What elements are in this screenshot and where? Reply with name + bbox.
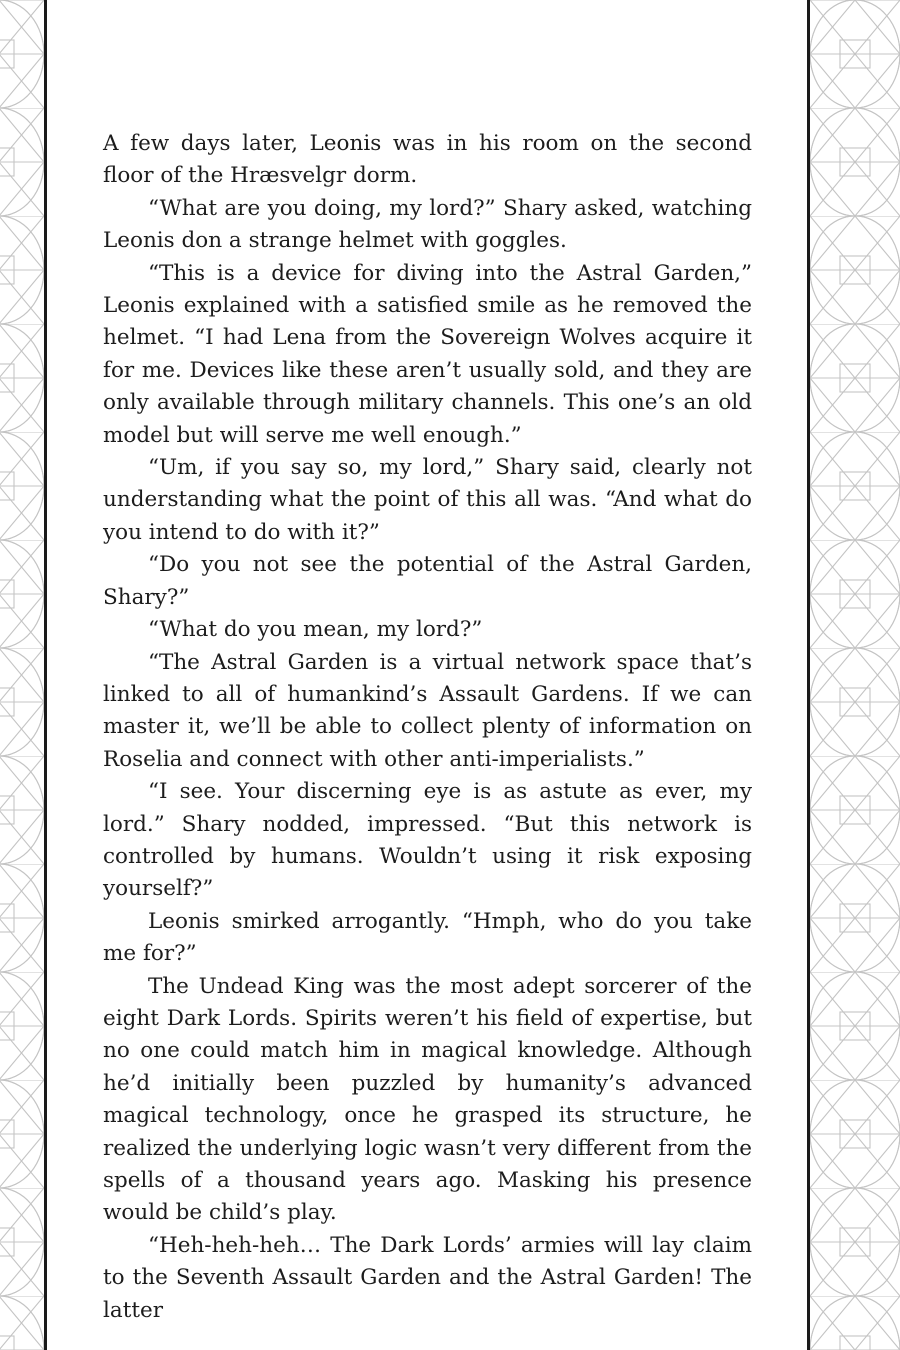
right-geometric-pattern: [810, 0, 900, 1350]
body-text: [103, 128, 752, 1327]
paragraph: The Undead King was the most adept sorcerer of the eight Dark Lords. Spirits weren’t his field of expertise, but no one could match him in magical knowledge. Although he’d initially been puzzled by humanity’s advanced magical technology, once he grasped its structure, he realized the underlying logic wasn’t very different from the spells of a thousand years ago. Masking his presence would be child’s play.: [103, 973, 752, 1226]
left-geometric-pattern: [0, 0, 44, 1350]
left-decorative-border: [0, 0, 44, 1350]
paragraph: “Heh-heh-heh… The Dark Lords’ armies will lay claim to the Seventh Assault Garden and the Astral Garden! The latter: [103, 1232, 752, 1323]
paragraph: “Do you not see the potential of the Astral Garden, Shary?”: [103, 552, 752, 610]
paragraph: “What are you doing, my lord?” Shary asked, watching Leonis don a strange helmet with goggles.: [103, 195, 752, 254]
paragraph: “Um, if you say so, my lord,” Shary said, clearly not understanding what the point of this all was. “And what do you intend to do with it?”: [103, 455, 752, 545]
paragraph: A few days later, Leonis was in his room on the second floor of the Hræsvelgr dorm.: [103, 131, 752, 189]
paragraph: “This is a device for diving into the Astral Garden,” Leonis explained with a satisfied smile as he removed the helmet. “I had Lena from the Sovereign Wolves acquire it for me. Devices like these aren’t usually sold, and they are only available through military channels. This one’s an old model but will serve me well enough.”: [103, 260, 752, 448]
paragraph: Leonis smirked arrogantly. “Hmph, who do you take me for?”: [103, 908, 752, 967]
paragraph: “I see. Your discerning eye is as astute as ever, my lord.” Shary nodded, impressed. “But this network is controlled by humans. Wouldn’t using it risk exposing yourself?”: [103, 779, 752, 902]
left-frame-line: [44, 0, 47, 1350]
paragraph: “What do you mean, my lord?”: [148, 617, 483, 643]
paragraph: “The Astral Garden is a virtual network space that’s linked to all of humankind’s Assault Gardens. If we can master it, we’ll be able to collect plenty of information on Roselia and connect with other anti-imperialists.”: [103, 649, 752, 772]
right-frame-line: [807, 0, 810, 1350]
right-decorative-border: [810, 0, 900, 1350]
